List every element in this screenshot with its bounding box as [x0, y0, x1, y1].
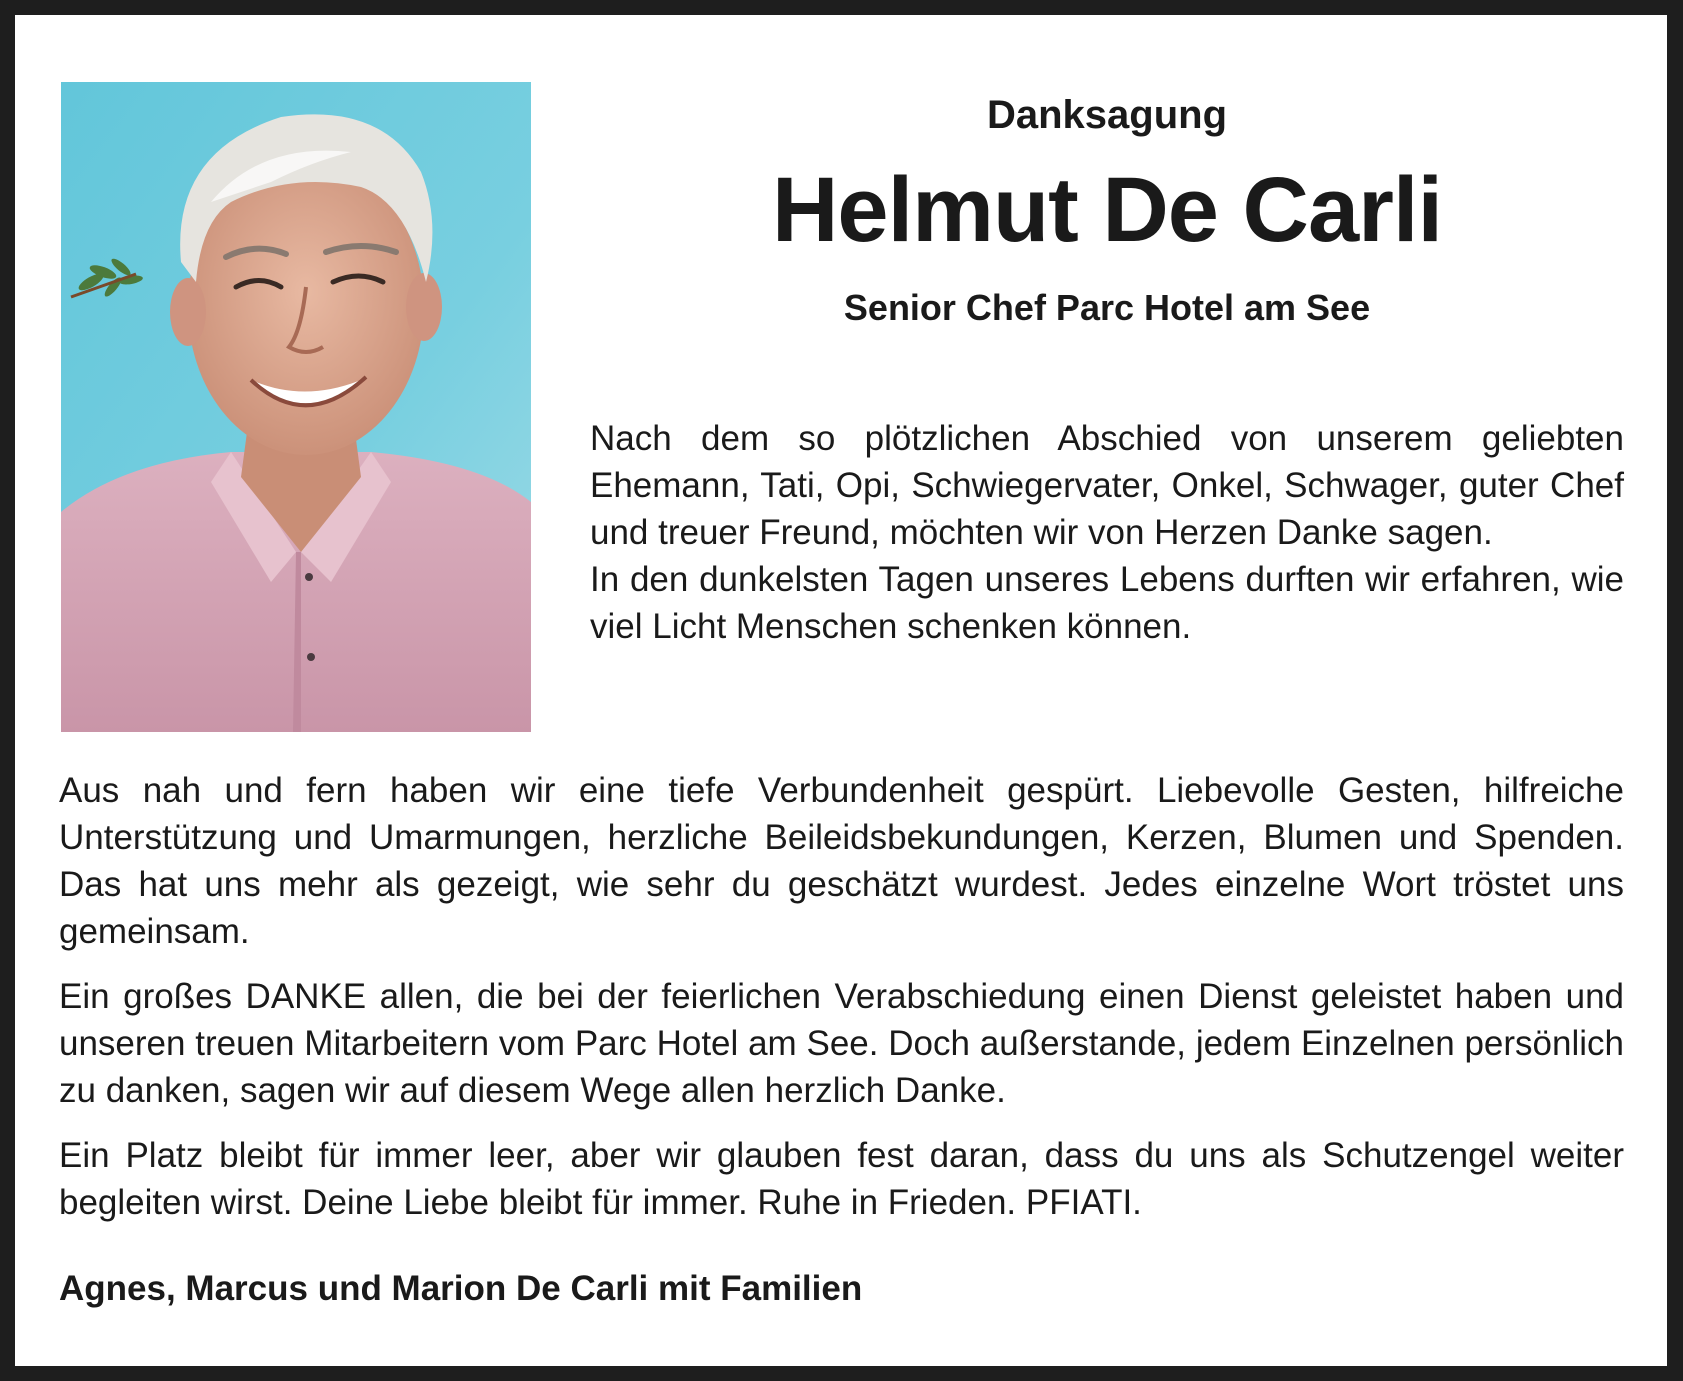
deceased-role: Senior Chef Parc Hotel am See: [843, 287, 1371, 328]
notice-kicker: Danksagung: [986, 93, 1228, 137]
intro-paragraph: In den dunkelsten Tagen unseres Lebens durften wir erfahren, wie viel Licht Menschen schenken können.: [590, 560, 1624, 646]
portrait-photo: [61, 82, 531, 732]
body-paragraph: Aus nah und fern haben wir eine tiefe Verbundenheit gespürt. Liebevolle Gesten, hilfreiche Unterstützung und Umarmungen, herzliche Beileidsbekundungen, Kerzen, Blumen und Spenden. Das hat uns mehr als gezeigt, wie sehr du geschätzt wurdest. Jedes einzelne Wort tröstet uns gemeinsam.: [59, 771, 1624, 951]
intro-text: [590, 415, 1624, 650]
signature: Agnes, Marcus und Marion De Carli mit Familien: [59, 1269, 863, 1308]
body-text: [59, 767, 1624, 1244]
deceased-name: Helmut De Carli: [771, 159, 1443, 261]
body-paragraph: Ein großes DANKE allen, die bei der feierlichen Verabschiedung einen Dienst geleistet haben und unseren treuen Mitarbeitern vom Parc Hotel am See. Doch außerstande, jedem Einzelnen persönlich zu danken, sagen wir auf diesem Wege allen herzlich Danke.: [59, 977, 1624, 1110]
body-paragraph: Ein Platz bleibt für immer leer, aber wir glauben fest daran, dass du uns als Schutzengel weiter begleiten wirst. Deine Liebe bleibt für immer. Ruhe in Frieden. PFIATI.: [59, 1136, 1624, 1222]
intro-paragraph: Nach dem so plötzlichen Abschied von unserem geliebten Ehemann, Tati, Opi, Schwiegervater, Onkel, Schwager, guter Chef und treuer Freund, möchten wir von Herzen Danke sagen.: [590, 419, 1624, 552]
notice-header: [590, 88, 1624, 332]
